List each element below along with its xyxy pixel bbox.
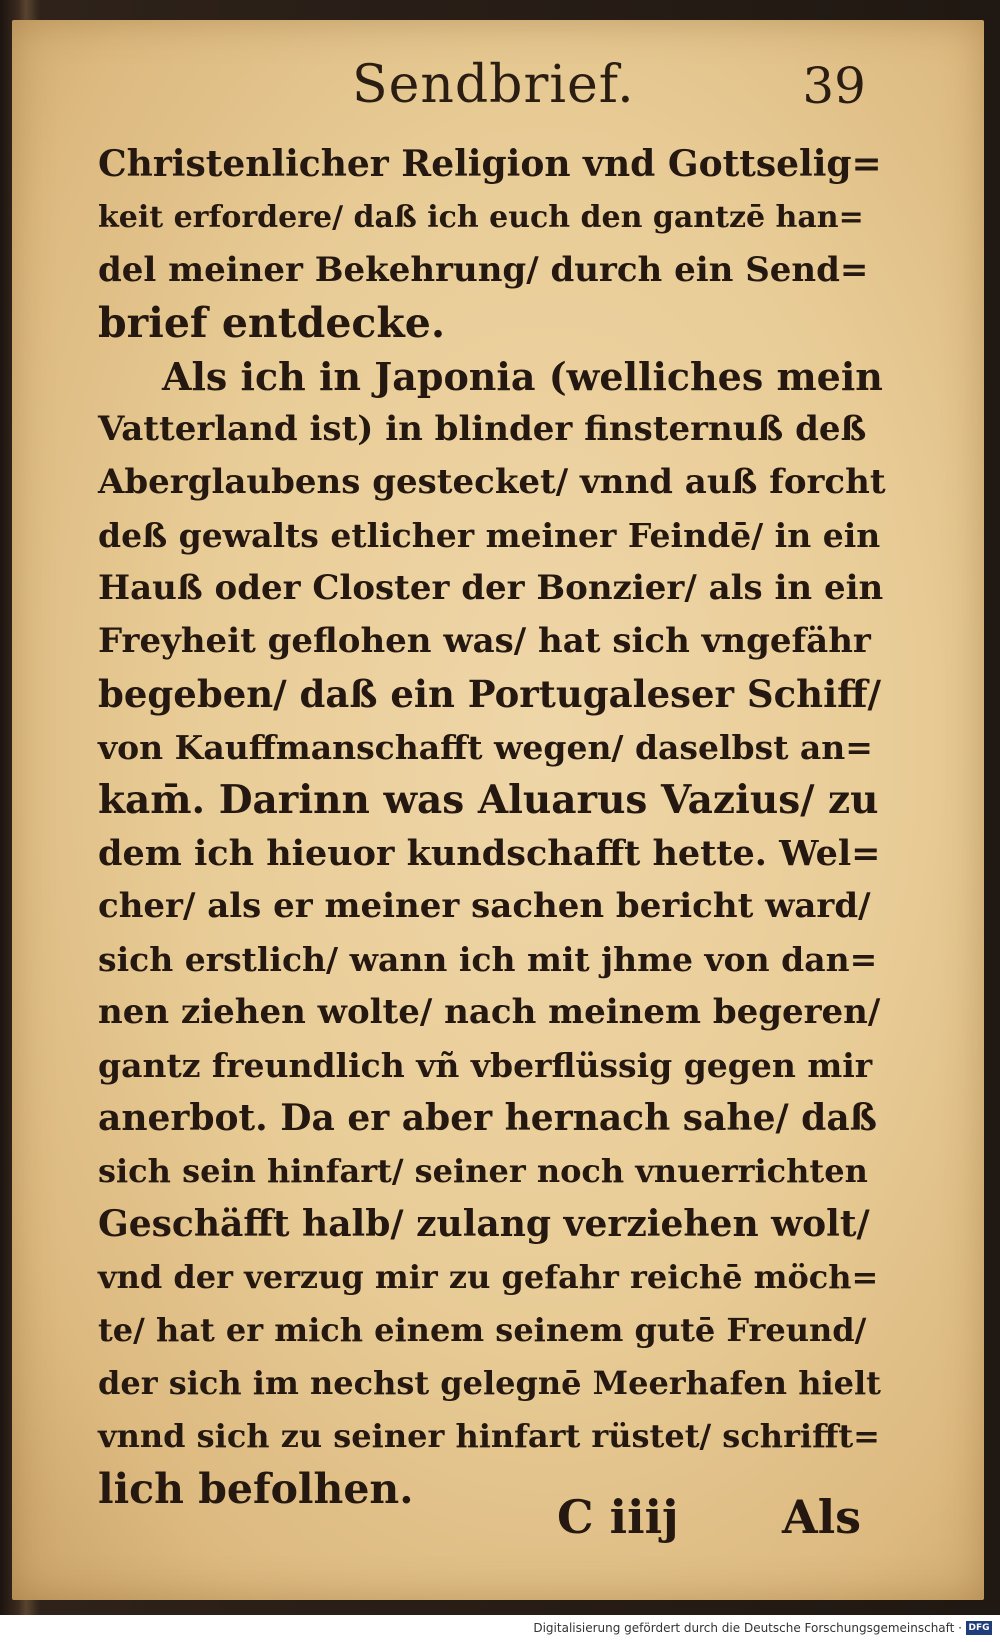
text-line: vnd der verzug mir zu gefahr reichē möch= bbox=[98, 1258, 879, 1296]
text-line: sich erstlich/ wann ich mit jhme von dan= bbox=[98, 940, 878, 979]
text-line: Vatterland ist) in blinder finsternuß deß bbox=[98, 409, 867, 449]
text-line: der sich im nechst gelegnē Meerhafen hielt bbox=[98, 1364, 881, 1402]
text-line: lich befolhen. bbox=[98, 1465, 414, 1513]
text-line: gantz freundlich vñ vberflüssig gegen mir bbox=[98, 1046, 873, 1085]
credit-bar bbox=[0, 1615, 1000, 1642]
funding-credit: Digitalisierung gefördert durch die Deutsche Forschungsgemeinschaft · bbox=[533, 1621, 962, 1635]
book-page bbox=[12, 20, 984, 1600]
text-line: vnnd sich zu seiner hinfart rüstet/ schrifft= bbox=[98, 1417, 880, 1455]
text-line: deß gewalts etlicher meiner Feindē/ in ein bbox=[98, 516, 881, 555]
text-line: sich sein hinfart/ seiner noch vnuerrichten bbox=[98, 1152, 868, 1190]
body-text bbox=[98, 138, 886, 1516]
catchword: Als bbox=[782, 1490, 862, 1544]
text-line: del meiner Bekehrung/ durch ein Send= bbox=[98, 250, 869, 290]
text-line: Als ich in Japonia (welliches mein bbox=[162, 354, 883, 399]
page-header bbox=[12, 55, 984, 135]
signature-mark: C iiij bbox=[557, 1490, 679, 1544]
text-line: cher/ als er meiner sachen bericht ward/ bbox=[98, 886, 871, 926]
page-number: 39 bbox=[802, 57, 866, 115]
text-line: keit erfordere/ daß ich euch den gantzē han= bbox=[98, 200, 864, 235]
text-line: nen ziehen wolte/ nach meinem begeren/ bbox=[98, 992, 881, 1032]
text-line: te/ hat er mich einem seinem gutē Freund/ bbox=[98, 1311, 867, 1349]
text-line: brief entdecke. bbox=[98, 299, 446, 347]
text-line: begeben/ daß ein Portugaleser Schiff/ bbox=[98, 672, 882, 716]
text-line: kam̄. Darinn was Aluarus Vazius/ zu bbox=[98, 777, 879, 823]
text-line: Freyheit geflohen was/ hat sich vngefähr bbox=[98, 621, 871, 661]
text-line: Aberglaubens gestecket/ vnnd auß forcht bbox=[98, 462, 886, 502]
text-line: Hauß oder Closter der Bonzier/ als in ein bbox=[98, 568, 884, 608]
running-head: Sendbrief. bbox=[352, 55, 635, 115]
text-line: von Kauffmanschafft wegen/ daselbst an= bbox=[98, 728, 873, 767]
text-line: anerbot. Da er aber hernach sahe/ daß bbox=[98, 1097, 878, 1139]
text-line: Geschäfft halb/ zulang verziehen wolt/ bbox=[98, 1203, 870, 1245]
page-footer bbox=[12, 1490, 984, 1560]
dfg-logo-icon: DFG bbox=[966, 1621, 992, 1635]
text-line: Christenlicher Religion vnd Gottselig= bbox=[98, 143, 882, 185]
text-line: dem ich hieuor kundschafft hette. Wel= bbox=[98, 833, 881, 874]
